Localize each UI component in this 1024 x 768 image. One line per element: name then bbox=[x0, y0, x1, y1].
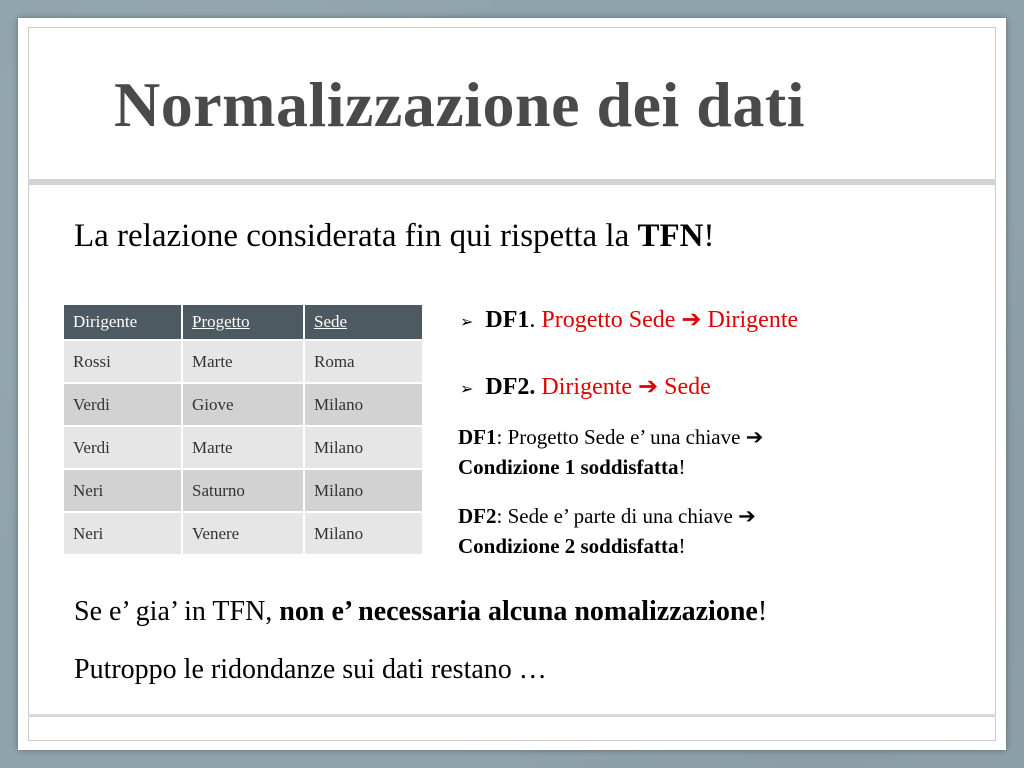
intro-text: La relazione considerata fin qui rispetta la bbox=[74, 218, 638, 254]
table-cell: Milano bbox=[304, 512, 422, 554]
table-row bbox=[64, 340, 422, 383]
table-cell: Milano bbox=[304, 383, 422, 426]
df1-rhs: Dirigente bbox=[701, 307, 799, 333]
table-cell: Saturno bbox=[182, 469, 304, 512]
header-sede: Sede bbox=[304, 305, 422, 340]
table-row bbox=[64, 469, 422, 512]
table-cell: Neri bbox=[64, 469, 182, 512]
table-cell: Marte bbox=[182, 340, 304, 383]
condition-1 bbox=[458, 422, 763, 482]
condition-2-text: : Sede e’ parte di una chiave bbox=[496, 504, 739, 528]
right-arrow-icon: ➔ bbox=[638, 374, 659, 400]
table-cell: Marte bbox=[182, 426, 304, 469]
condition-1-label: DF1 bbox=[458, 425, 497, 449]
table-cell: Milano bbox=[304, 469, 422, 512]
footer-divider bbox=[28, 714, 996, 717]
intro-line bbox=[74, 218, 715, 255]
bullet-arrow-icon: ➢ bbox=[460, 314, 474, 331]
df2-label: DF2. bbox=[485, 374, 536, 400]
intro-end: ! bbox=[703, 218, 715, 254]
table-cell: Roma bbox=[304, 340, 422, 383]
condition-2-label: DF2 bbox=[458, 504, 497, 528]
right-arrow-icon: ➔ bbox=[681, 307, 702, 333]
conclusion-line-1 bbox=[74, 596, 767, 628]
df2-rhs: Sede bbox=[658, 374, 711, 400]
condition-2 bbox=[458, 501, 756, 561]
table-row bbox=[64, 426, 422, 469]
right-arrow-icon: ➔ bbox=[738, 504, 756, 528]
conclusion-1-text: Se e’ gia’ in TFN, bbox=[74, 596, 280, 627]
condition-1-result: Condizione 1 soddisfatta bbox=[458, 455, 679, 479]
table-cell: Verdi bbox=[64, 426, 182, 469]
conclusion-1-end: ! bbox=[757, 596, 768, 627]
table-cell: Milano bbox=[304, 426, 422, 469]
df1-lhs: Progetto Sede bbox=[541, 307, 682, 333]
df1-sep: . bbox=[529, 307, 542, 333]
right-arrow-icon: ➔ bbox=[745, 425, 764, 449]
condition-2-result: Condizione 2 soddisfatta bbox=[458, 534, 679, 558]
table-cell: Venere bbox=[182, 512, 304, 554]
title-divider bbox=[28, 179, 996, 185]
slide bbox=[18, 18, 1006, 750]
table-cell: Neri bbox=[64, 512, 182, 554]
df1-label: DF1 bbox=[485, 307, 530, 333]
df2-bullet bbox=[460, 372, 711, 401]
condition-1-text: : Progetto Sede e’ una chiave bbox=[496, 425, 746, 449]
conclusion-line-2: Putroppo le ridondanze sui dati restano … bbox=[74, 654, 547, 685]
table-header-row bbox=[64, 305, 422, 340]
table-row bbox=[64, 383, 422, 426]
intro-bold: TFN bbox=[637, 218, 704, 254]
slide-title: Normalizzazione dei dati bbox=[114, 69, 805, 140]
conclusion-1-bold: non e’ necessaria alcuna nomalizzazione bbox=[279, 596, 758, 627]
header-dirigente: Dirigente bbox=[64, 305, 182, 340]
bullet-arrow-icon: ➢ bbox=[460, 381, 474, 398]
relation-table bbox=[64, 305, 422, 554]
table-row bbox=[64, 512, 422, 554]
condition-2-end: ! bbox=[678, 534, 686, 558]
table-cell: Verdi bbox=[64, 383, 182, 426]
table-cell: Giove bbox=[182, 383, 304, 426]
df1-bullet bbox=[460, 305, 798, 334]
df2-lhs: Dirigente bbox=[541, 374, 639, 400]
table-cell: Rossi bbox=[64, 340, 182, 383]
condition-1-end: ! bbox=[678, 455, 686, 479]
header-progetto: Progetto bbox=[182, 305, 304, 340]
